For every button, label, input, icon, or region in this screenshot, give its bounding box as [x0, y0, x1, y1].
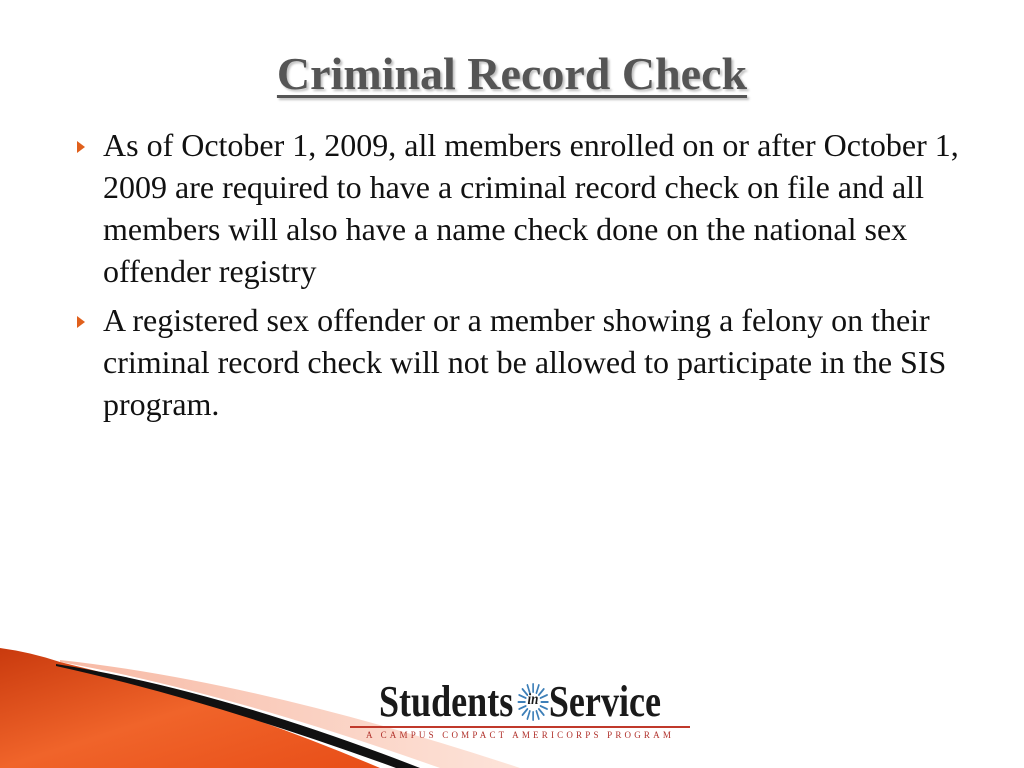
slide-title [0, 46, 1024, 102]
logo-word-in: in [527, 691, 539, 708]
bullet-list [76, 124, 976, 432]
logo-tagline: A CAMPUS COMPACT AMERICORPS PROGRAM [365, 730, 675, 740]
triangle-right-icon [77, 141, 85, 153]
logo-word-service: Service [548, 677, 662, 726]
triangle-right-icon [77, 316, 85, 328]
bullet-text: As of October 1, 2009, all members enrolled on or after October 1, 2009 are required to have a criminal record check on file and all members will also have a name check done on the national sex offender registry [103, 127, 959, 289]
sunburst-icon [517, 682, 546, 722]
slide-title-text: Criminal Record Check [276, 48, 748, 99]
students-in-service-logo [348, 677, 692, 744]
bullet-item [76, 299, 976, 425]
bullet-item [76, 124, 976, 292]
logo-wordmark [378, 677, 662, 726]
bullet-text: A registered sex offender or a member showing a felony on their criminal record check will not be allowed to participate in the SIS program. [103, 302, 947, 422]
logo-word-students: Students [378, 677, 514, 726]
logo-divider [350, 726, 690, 728]
